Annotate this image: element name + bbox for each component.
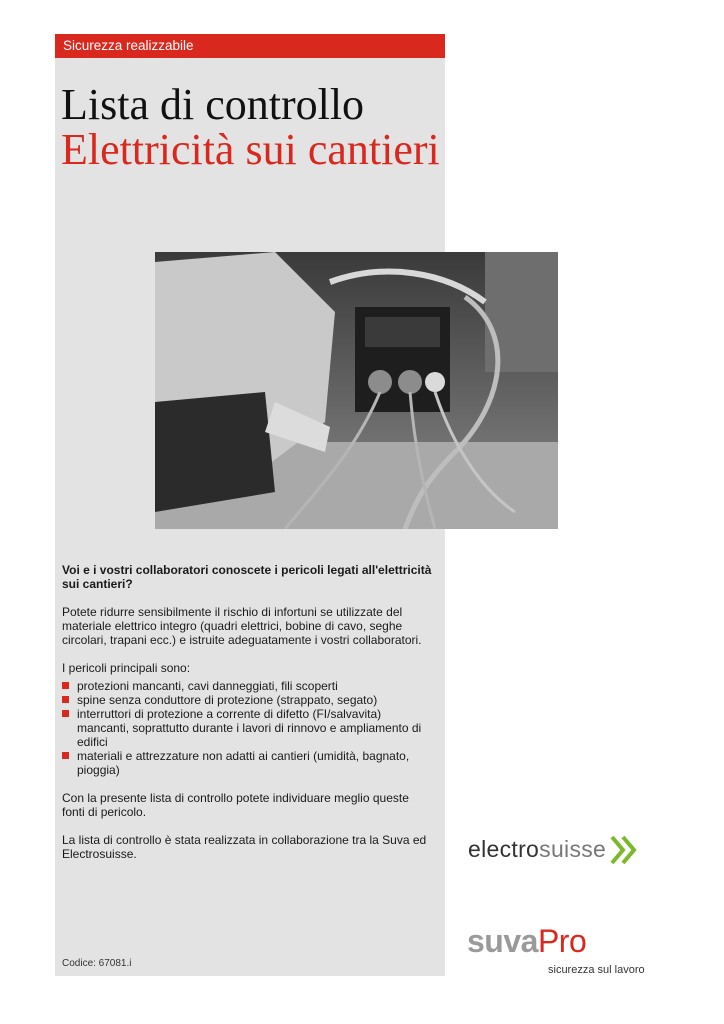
collaboration-note: La lista di controllo è stata realizzata in collaborazione tra la Suva ed Electrosuisse.	[62, 833, 427, 861]
title-line-1: Lista di controllo	[61, 80, 365, 129]
bullet-square-icon	[62, 752, 69, 759]
bullet-square-icon	[62, 710, 69, 717]
document-title	[61, 82, 451, 172]
list-item: materiali e attrezzature non adatti ai cantieri (umidità, bagnato, pioggia)	[62, 749, 434, 777]
suvapro-logo-part1: suva	[467, 923, 538, 959]
closing-paragraph: Con la presente lista di controllo potete individuare meglio queste fonti di pericolo.	[62, 791, 409, 819]
suvapro-logo-part2: Pro	[537, 923, 587, 959]
intro-text	[62, 563, 434, 875]
list-item: protezioni mancanti, cavi danneggiati, fili scoperti	[62, 679, 434, 693]
bullet-square-icon	[62, 682, 69, 689]
intro-question: Voi e i vostri collaboratori conoscete i pericoli legati all'elettricità sui cantieri?	[62, 563, 432, 591]
worker-photo	[155, 252, 558, 529]
intro-paragraph: Potete ridurre sensibilmente il rischio di infortuni se utilizzate del materiale elettrico integro (quadri elettrici, bobine di cavo, seghe circolari, trapani ecc.) e istruite adeguatamente i vostri collaboratori.	[62, 605, 422, 647]
double-chevron-icon	[610, 834, 640, 866]
electrosuisse-logo-part1: electro	[468, 836, 540, 862]
list-item: spine senza conduttore di protezione (strappato, segato)	[62, 693, 434, 707]
electrosuisse-logo	[468, 836, 606, 863]
bullet-square-icon	[62, 696, 69, 703]
list-item: interruttori di protezione a corrente di difetto (FI/salvavita) mancanti, soprattutto durante i lavori di rinnovo e ampliamento di edifici	[62, 707, 434, 749]
electrosuisse-logo-part2: suisse	[539, 836, 607, 862]
document-code: Codice: 67081.i	[62, 958, 132, 969]
suvapro-tagline: sicurezza sul lavoro	[548, 964, 645, 976]
title-line-2: Elettricità sui cantieri	[61, 125, 440, 174]
risks-heading: I pericoli principali sono:	[62, 661, 191, 675]
category-banner: Sicurezza realizzabile	[55, 34, 445, 58]
suvapro-logo	[467, 921, 586, 961]
risks-list	[62, 679, 434, 777]
